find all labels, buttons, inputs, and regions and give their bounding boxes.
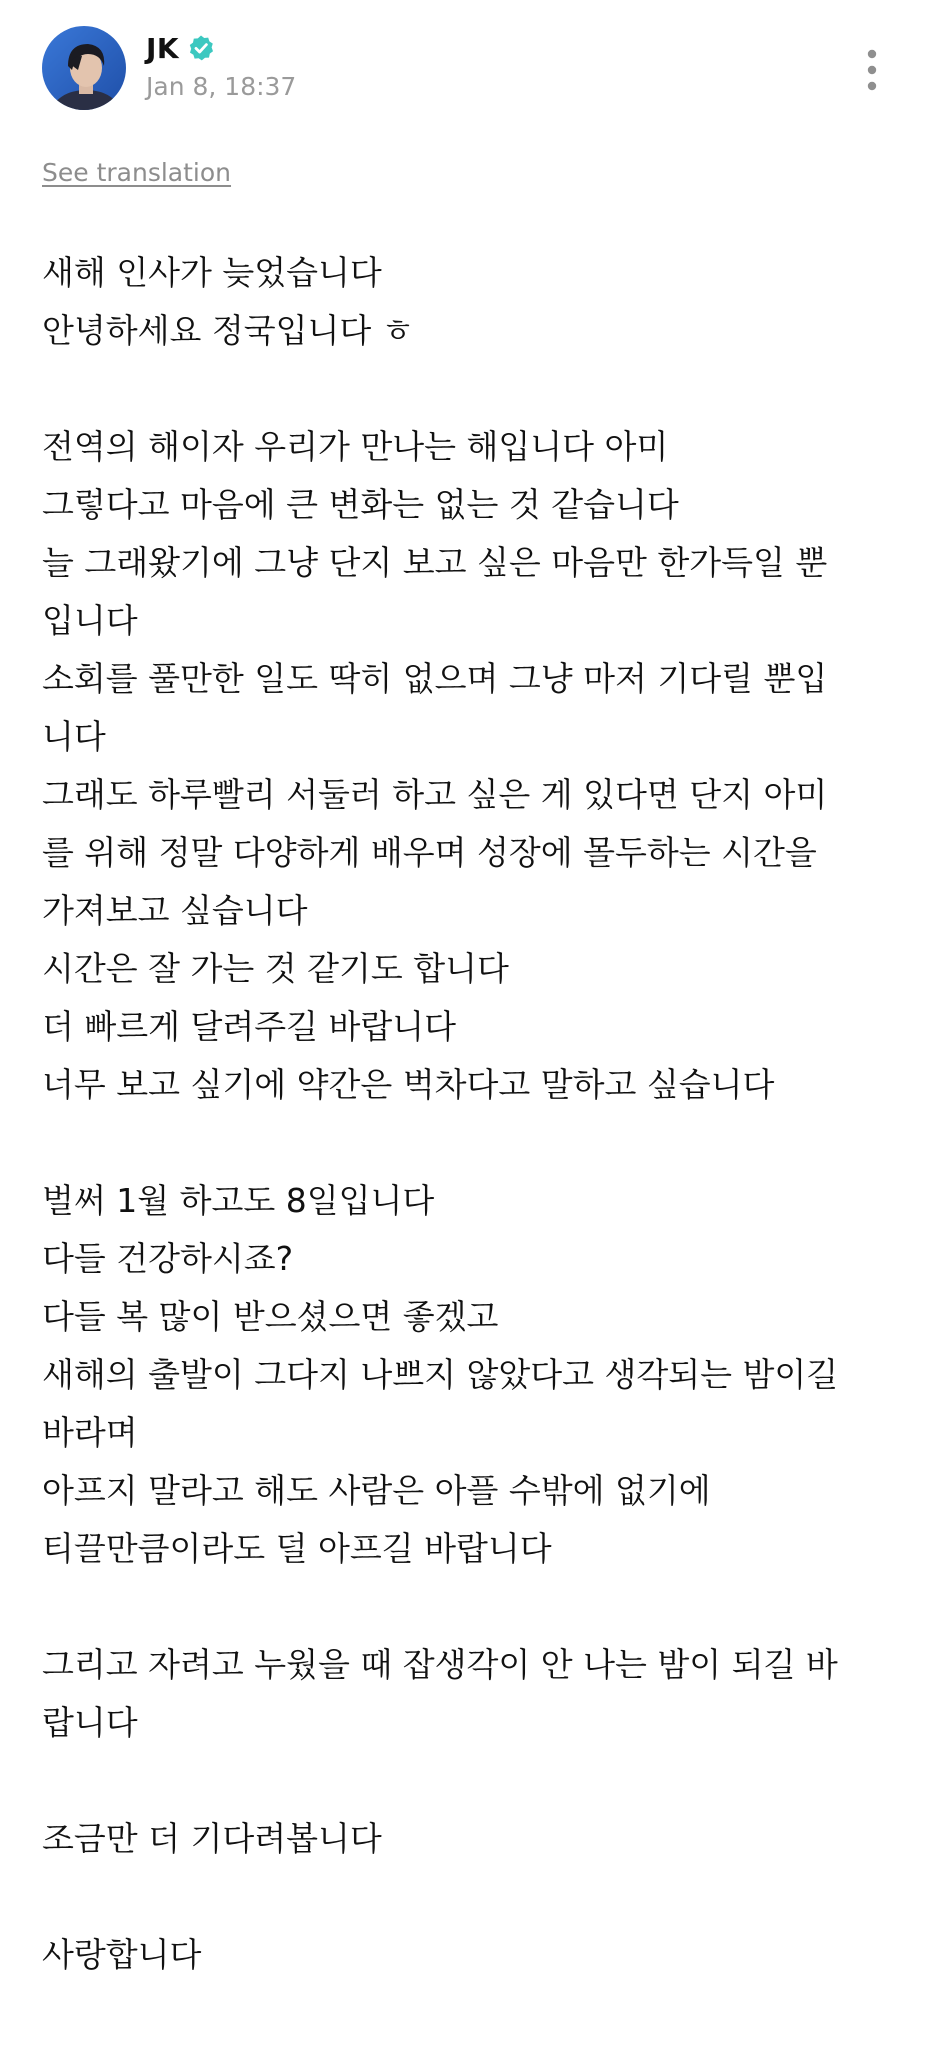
post-text-line: 벌써 1월 하고도 8일입니다 [42,1181,435,1220]
vertical-dots-icon [858,46,886,94]
post-text-line: 너무 보고 싶기에 약간은 벅차다고 말하고 싶습니다 [42,1065,775,1104]
post-blank-line [42,1578,902,1636]
post-text-line: 새해의 출발이 그다지 나쁘지 않았다고 생각되는 밤이길 [42,1355,839,1394]
author-name-row [146,28,215,68]
avatar-image [42,26,126,110]
see-translation-link[interactable]: See translation [42,158,232,187]
post-text-line: 다들 복 많이 받으셨으면 좋겠고 [42,1297,499,1336]
post-text-line: 더 빠르게 달려주길 바랍니다 [42,1007,457,1046]
post-blank-line [42,1752,902,1810]
post-text-line: 사랑합니다 [42,1935,202,1974]
verified-badge-icon [187,34,215,62]
post-text-line: 티끌만큼이라도 덜 아프길 바랍니다 [42,1529,552,1568]
post-text-line: 새해 인사가 늦었습니다 [42,253,382,292]
post-blank-line [42,1114,902,1172]
post-body [42,244,902,1984]
post-text-line: 그래도 하루빨리 서둘러 하고 싶은 게 있다면 단지 아미 [42,775,828,814]
post-text-line: 안녕하세요 정국입니다 ㅎ [42,311,414,350]
post-text-line: 조금만 더 기다려봅니다 [42,1819,382,1858]
post-text-line: 그리고 자려고 누웠을 때 잡생각이 안 나는 밤이 되길 바 [42,1645,838,1684]
post-header [42,22,894,114]
post-text-line: 시간은 잘 가는 것 같기도 합니다 [42,949,509,988]
post-timestamp: Jan 8, 18:37 [146,72,297,101]
author-name[interactable]: JK [146,31,180,65]
post-text-line: 전역의 해이자 우리가 만나는 해입니다 아미 [42,427,669,466]
post-text-line: 랍니다 [42,1703,138,1742]
more-options-button[interactable] [858,46,886,94]
post-text-line: 늘 그래왔기에 그냥 단지 보고 싶은 마음만 한가득일 뿐 [42,543,828,582]
post-text-line: 아프지 말라고 해도 사람은 아플 수밖에 없기에 [42,1471,711,1510]
post-text-line: 소회를 풀만한 일도 딱히 없으며 그냥 마저 기다릴 뿐입 [42,659,828,698]
post-text-line: 입니다 [42,601,138,640]
post-blank-line [42,1868,902,1926]
avatar[interactable] [42,26,126,110]
post-text-line: 를 위해 정말 다양하게 배우며 성장에 몰두하는 시간을 [42,833,817,872]
post-text-line: 그렇다고 마음에 큰 변화는 없는 것 같습니다 [42,485,679,524]
post-text-line: 가져보고 싶습니다 [42,891,308,930]
post-text-line: 다들 건강하시죠? [42,1239,294,1278]
post-blank-line [42,360,902,418]
post-text-line: 니다 [42,717,106,756]
post-text-line: 바라며 [42,1413,138,1452]
